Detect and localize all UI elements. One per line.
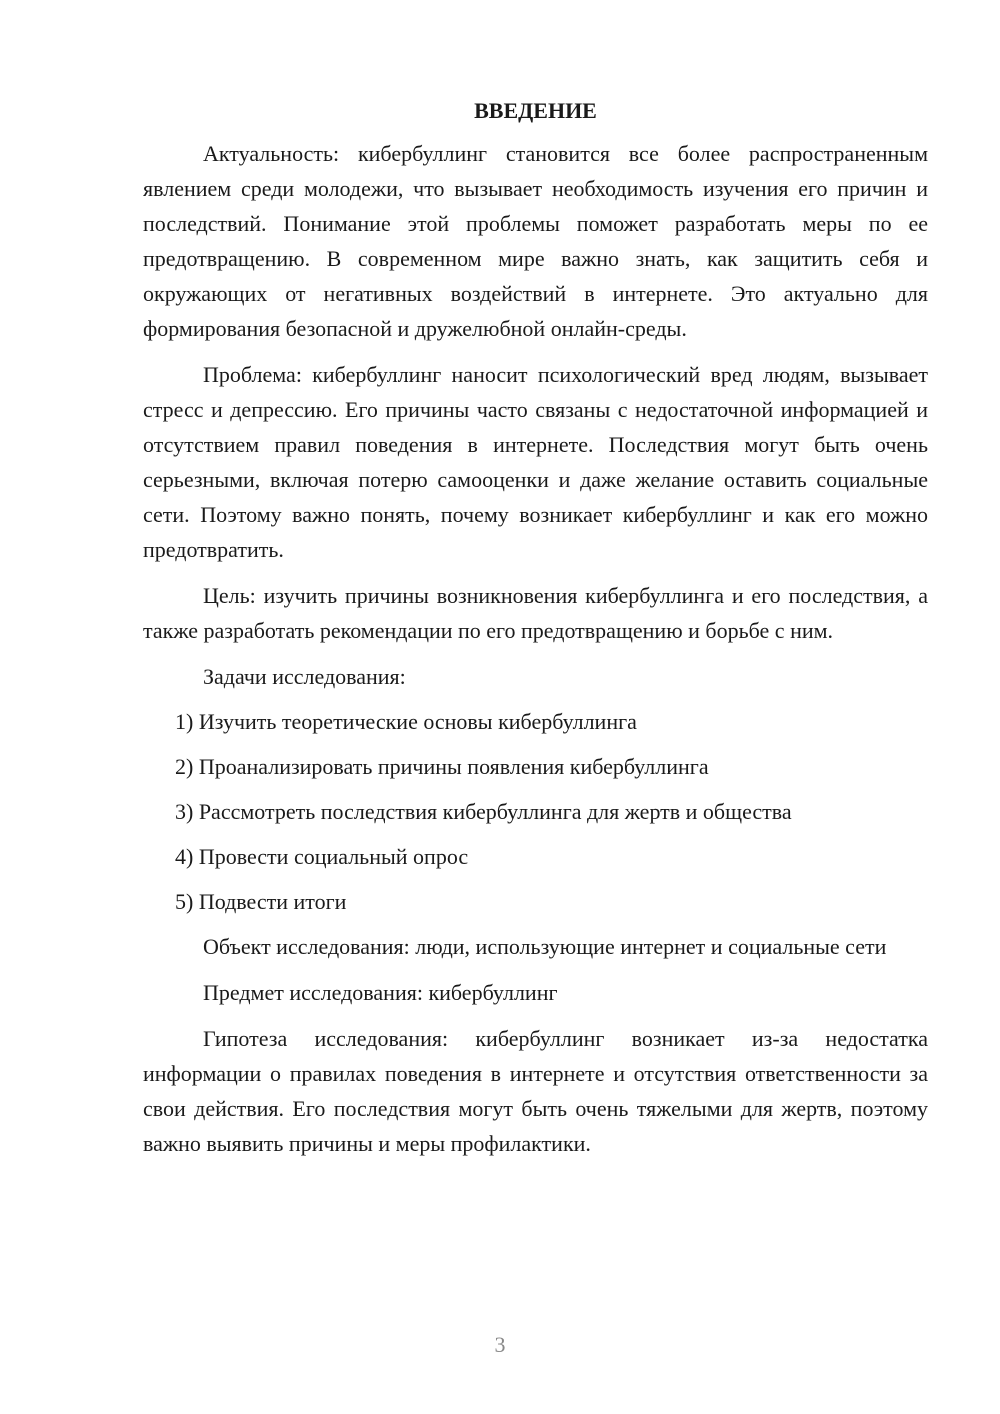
paragraph-subject: Предмет исследования: кибербуллинг: [203, 980, 558, 1005]
task-item: 3) Рассмотреть последствия кибербуллинга для жертв и общества: [175, 799, 792, 824]
task-item: 2) Проанализировать причины появления кибербуллинга: [175, 754, 709, 779]
paragraph-hypothesis: Гипотеза исследования: кибербуллинг возникает из-за недостатка информации о правилах поведения в интернете и отсутствия ответственности за свои действия. Его последствия могут быть очень тяжелыми для жертв, поэтому важно выявить причины и меры профилактики.: [143, 1026, 928, 1156]
tasks-list: [143, 704, 928, 919]
document-page: [143, 92, 928, 1161]
paragraph-object: Объект исследования: люди, использующие интернет и социальные сети: [203, 934, 887, 959]
task-item: 1) Изучить теоретические основы кибербуллинга: [175, 709, 637, 734]
page-number: 3: [494, 1332, 506, 1357]
paragraph-problem: Проблема: кибербуллинг наносит психологический вред людям, вызывает стресс и депрессию. Его причины часто связаны с недостаточной информацией и отсутствием правил поведения в интернете. Последствия могут быть очень серьезными, включая потерю самооценки и даже желание оставить социальные сети. Поэтому важно понять, почему возникает кибербуллинг и как его можно предотвратить.: [143, 362, 928, 562]
task-item: 5) Подвести итоги: [175, 889, 347, 914]
paragraph-goal: Цель: изучить причины возникновения кибербуллинга и его последствия, а также разработать рекомендации по его предотвращению и борьбе с ним.: [143, 583, 928, 643]
tasks-title: Задачи исследования:: [203, 664, 406, 689]
paragraph-relevance: Актуальность: кибербуллинг становится все более распространенным явлением среди молодежи, что вызывает необходимость изучения его причин и последствий. Понимание этой проблемы поможет разработать меры по ее предотвращению. В современном мире важно знать, как защитить себя и окружающих от негативных воздействий в интернете. Это актуально для формирования безопасной и дружелюбной онлайн-среды.: [143, 141, 928, 341]
task-item: 4) Провести социальный опрос: [175, 844, 469, 869]
section-heading: ВВЕДЕНИЕ: [474, 98, 597, 123]
